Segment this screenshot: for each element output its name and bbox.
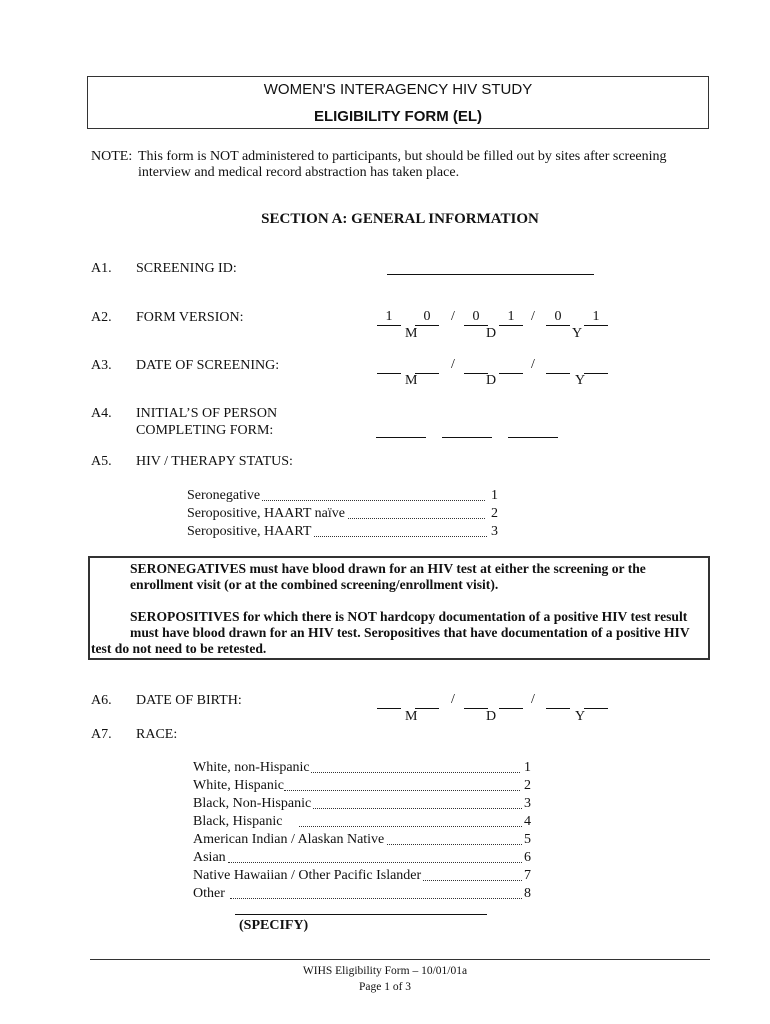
footer-form-id: WIHS Eligibility Form – 10/01/01a — [302, 965, 468, 977]
form-version-m2: 0 — [415, 309, 439, 326]
note-label: NOTE: — [91, 149, 133, 164]
a6-label: DATE OF BIRTH: — [136, 693, 242, 708]
screening-id-field[interactable] — [387, 258, 594, 275]
a1-number: A1. — [91, 261, 112, 276]
leader-dots — [262, 500, 485, 501]
initials-field-2[interactable] — [442, 421, 492, 438]
a5-option-code: 2 — [491, 506, 498, 521]
form-header-box — [87, 76, 709, 129]
notice-p2-line-3: test do not need to be retested. — [91, 641, 267, 656]
race-option-code: 3 — [524, 796, 531, 811]
leader-dots — [299, 826, 522, 827]
leader-dots — [230, 898, 522, 899]
form-version-y2: 1 — [584, 309, 608, 326]
race-option-code: 1 — [524, 760, 531, 775]
leader-dots — [228, 862, 522, 863]
specify-caption: (SPECIFY) — [239, 918, 309, 933]
leader-dots — [314, 536, 487, 537]
race-option-code: 8 — [524, 886, 531, 901]
race-option-label: White, Hispanic — [193, 778, 284, 793]
race-option-label: Native Hawaiian / Other Pacific Islander — [193, 868, 422, 883]
notice-p2-line-2: must have blood drawn for an HIV test. Seropositives that have documentation of a positive HIV — [130, 625, 690, 640]
screening-date-d2[interactable] — [499, 357, 523, 374]
form-version-y1: 0 — [546, 309, 570, 326]
race-option-code: 4 — [524, 814, 531, 829]
a4-label-line-1: INITIAL’S OF PERSON — [136, 406, 278, 421]
footer-rule — [90, 959, 710, 960]
a7-label: RACE: — [136, 727, 178, 742]
birth-date-m1[interactable] — [377, 692, 401, 709]
race-option-code: 6 — [524, 850, 531, 865]
section-a-title: SECTION A: GENERAL INFORMATION — [261, 211, 539, 227]
a3-year-caption: Y — [575, 373, 586, 388]
notice-p1-line-1: SERONEGATIVES must have blood drawn for an HIV test at either the screening or the — [130, 561, 646, 576]
a6-month-caption: M — [405, 709, 418, 724]
a6-slash-2: / — [531, 692, 535, 707]
race-option-code: 5 — [524, 832, 531, 847]
leader-dots — [348, 518, 485, 519]
a5-option-label: Seronegative — [187, 488, 261, 503]
a5-option-code: 1 — [491, 488, 498, 503]
race-option-label: Asian — [193, 850, 226, 865]
note-line-1: This form is NOT administered to participants, but should be filled out by sites after screening — [138, 149, 667, 164]
a1-label: SCREENING ID: — [136, 261, 237, 276]
leader-dots — [387, 844, 522, 845]
form-version-m1: 1 — [377, 309, 401, 326]
screening-date-m2[interactable] — [415, 357, 439, 374]
a3-slash-1: / — [451, 357, 455, 372]
a2-month-caption: M — [405, 326, 418, 341]
a6-day-caption: D — [486, 709, 497, 724]
form-version-d2: 1 — [499, 309, 523, 326]
a3-slash-2: / — [531, 357, 535, 372]
a5-label: HIV / THERAPY STATUS: — [136, 454, 293, 469]
leader-dots — [313, 808, 522, 809]
a6-slash-1: / — [451, 692, 455, 707]
race-option-label: Other — [193, 886, 225, 901]
a6-number: A6. — [91, 693, 112, 708]
a6-year-caption: Y — [575, 709, 586, 724]
a5-number: A5. — [91, 454, 112, 469]
screening-date-d1[interactable] — [464, 357, 488, 374]
notice-p2-line-1: SEROPOSITIVES for which there is NOT hardcopy documentation of a positive HIV test result — [130, 609, 688, 624]
study-title: WOMEN'S INTERAGENCY HIV STUDY — [263, 81, 533, 98]
race-option-label: Black, Non-Hispanic — [193, 796, 312, 811]
a2-day-caption: D — [486, 326, 497, 341]
screening-date-m1[interactable] — [377, 357, 401, 374]
leader-dots — [311, 772, 520, 773]
note-line-2: interview and medical record abstraction has taken place. — [138, 165, 460, 180]
birth-date-d2[interactable] — [499, 692, 523, 709]
race-other-specify-field[interactable] — [235, 900, 487, 915]
a7-number: A7. — [91, 727, 112, 742]
leader-dots — [423, 880, 522, 881]
a2-year-caption: Y — [572, 326, 583, 341]
a2-number: A2. — [91, 310, 112, 325]
birth-date-y2[interactable] — [584, 692, 608, 709]
race-option-label: American Indian / Alaskan Native — [193, 832, 385, 847]
a5-option-label: Seropositive, HAART naïve — [187, 506, 345, 521]
a5-option-code: 3 — [491, 524, 498, 539]
a5-option-label: Seropositive, HAART — [187, 524, 312, 539]
a3-day-caption: D — [486, 373, 497, 388]
leader-dots — [284, 790, 520, 791]
a4-number: A4. — [91, 406, 112, 421]
a2-slash-2: / — [531, 309, 535, 324]
a2-slash-1: / — [451, 309, 455, 324]
a2-label: FORM VERSION: — [136, 310, 244, 325]
race-option-label: Black, Hispanic — [193, 814, 283, 829]
form-title: ELIGIBILITY FORM (EL) — [313, 108, 483, 125]
a3-number: A3. — [91, 358, 112, 373]
footer-page-number: Page 1 of 3 — [358, 981, 412, 993]
birth-date-m2[interactable] — [415, 692, 439, 709]
race-option-code: 2 — [524, 778, 531, 793]
form-version-d1: 0 — [464, 309, 488, 326]
a3-month-caption: M — [405, 373, 418, 388]
screening-date-y2[interactable] — [584, 357, 608, 374]
race-option-code: 7 — [524, 868, 531, 883]
initials-field-1[interactable] — [376, 421, 426, 438]
a4-label-line-2: COMPLETING FORM: — [136, 423, 274, 438]
birth-date-d1[interactable] — [464, 692, 488, 709]
initials-field-3[interactable] — [508, 421, 558, 438]
birth-date-y1[interactable] — [546, 692, 570, 709]
race-option-label: White, non-Hispanic — [193, 760, 310, 775]
screening-date-y1[interactable] — [546, 357, 570, 374]
notice-p1-line-2: enrollment visit (or at the combined screening/enrollment visit). — [130, 577, 499, 592]
a3-label: DATE OF SCREENING: — [136, 358, 280, 373]
